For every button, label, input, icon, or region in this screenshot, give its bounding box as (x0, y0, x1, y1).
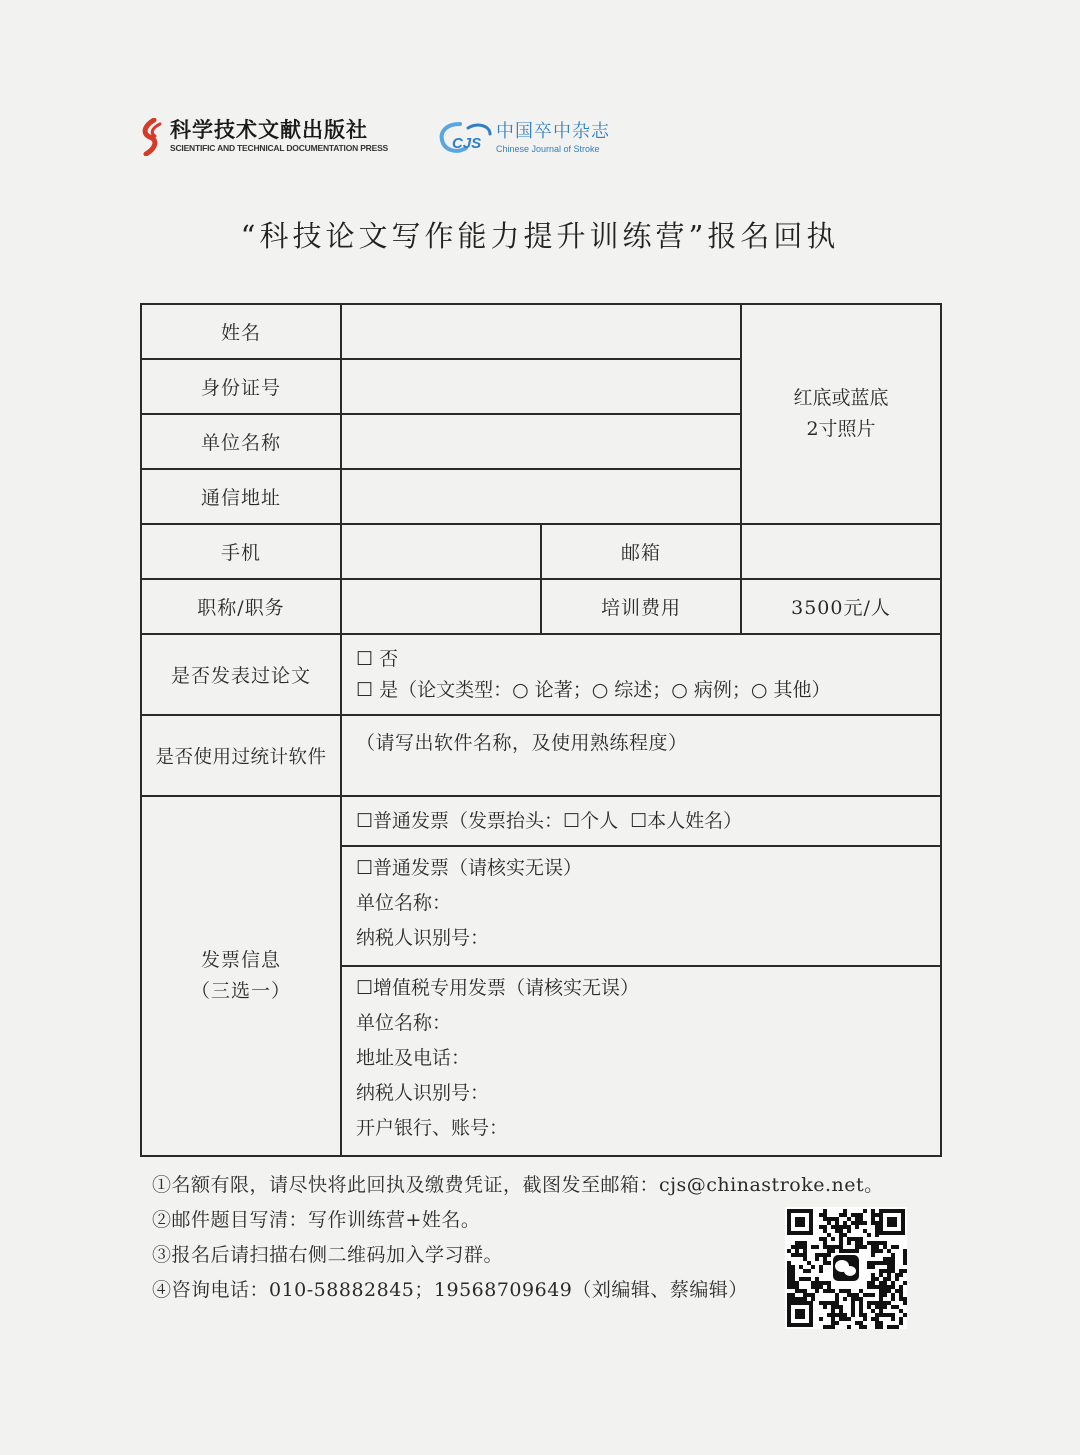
id-label: 身份证号 (141, 359, 341, 414)
photo-box[interactable] (741, 304, 941, 524)
journal-logo-mark: CJS (452, 135, 482, 152)
phone-field[interactable] (341, 524, 541, 579)
job-title-label: 职称/职务 (141, 579, 341, 634)
page-title: “科技论文写作能力提升训练营”报名回执 (240, 219, 840, 253)
invoice-option-vat[interactable] (341, 966, 941, 1156)
published-yes-checkbox[interactable]: ☐ 是（论文类型：○ 论著；○ 综述；○ 病例；○ 其他） (356, 678, 831, 701)
footer-notes (152, 1168, 884, 1308)
phone-label: 手机 (141, 524, 341, 579)
email-field[interactable] (741, 524, 941, 579)
invoice-vat-bank: 开户银行、账号： (356, 1117, 509, 1139)
journal-name-cn: 中国卒中杂志 (496, 121, 610, 142)
journal-name-en: Chinese Journal of Stroke (496, 144, 600, 154)
address-field[interactable] (341, 469, 741, 524)
invoice-vat-tax: 纳税人识别号： (356, 1082, 490, 1104)
journal-logo (438, 118, 610, 158)
invoice-vat-title[interactable]: ☐增值税专用发票（请核实无误） (356, 977, 640, 999)
address-label: 通信地址 (141, 469, 341, 524)
software-label: 是否使用过统计软件 (141, 715, 341, 796)
invoice-label (141, 796, 341, 1156)
invoice-general-org: 单位名称： (356, 892, 452, 914)
published-options (341, 634, 941, 715)
photo-note-line1: 红底或蓝底 (793, 387, 889, 409)
org-label: 单位名称 (141, 414, 341, 469)
footer-note-3: ③报名后请扫描右侧二维码加入学习群。 (152, 1244, 504, 1266)
publisher-name-cn: 科学技术文献出版社 (170, 118, 368, 142)
org-field[interactable] (341, 414, 741, 469)
publisher-logo (138, 118, 388, 156)
fee-label: 培训费用 (541, 579, 741, 634)
fee-value: 3500元/人 (741, 579, 941, 634)
footer-note-4: ④咨询电话：010-58882845；19568709649（刘编辑、蔡编辑） (152, 1279, 748, 1301)
qr-code[interactable] (785, 1207, 907, 1329)
email-label: 邮箱 (541, 524, 741, 579)
name-field[interactable] (341, 304, 741, 359)
invoice-option-personal[interactable]: ☐普通发票（发票抬头：☐个人 ☐本人姓名） (341, 796, 941, 846)
invoice-vat-address: 地址及电话： (356, 1047, 471, 1069)
invoice-general-tax: 纳税人识别号： (356, 927, 490, 949)
published-no-checkbox[interactable]: ☐ 否 (356, 647, 399, 670)
software-field[interactable] (341, 715, 941, 796)
header-logos (138, 118, 618, 168)
publisher-name-en: SCIENTIFIC AND TECHNICAL DOCUMENTATION PRESS (170, 143, 389, 153)
invoice-label-sub: （三选一） (190, 980, 291, 1002)
journal-logo-icon (438, 118, 494, 158)
footer-note-2: ②邮件题目写清：写作训练营+姓名。 (152, 1209, 481, 1231)
publisher-logo-icon (138, 118, 164, 156)
photo-note-line2: 2寸照片 (806, 418, 876, 440)
wechat-icon (831, 1253, 861, 1283)
id-field[interactable] (341, 359, 741, 414)
registration-form (140, 303, 942, 1157)
invoice-option-general[interactable] (341, 846, 941, 966)
name-label: 姓名 (141, 304, 341, 359)
invoice-vat-org: 单位名称： (356, 1012, 452, 1034)
invoice-label-title: 发票信息 (200, 949, 281, 971)
invoice-general-title[interactable]: ☐普通发票（请核实无误） (356, 857, 583, 879)
job-title-field[interactable] (341, 579, 541, 634)
footer-note-1: ①名额有限，请尽快将此回执及缴费凭证，截图发至邮箱：cjs@chinastroke.net。 (152, 1174, 884, 1196)
software-note: （请写出软件名称，及使用熟练程度） (356, 732, 688, 754)
published-label: 是否发表过论文 (141, 634, 341, 715)
